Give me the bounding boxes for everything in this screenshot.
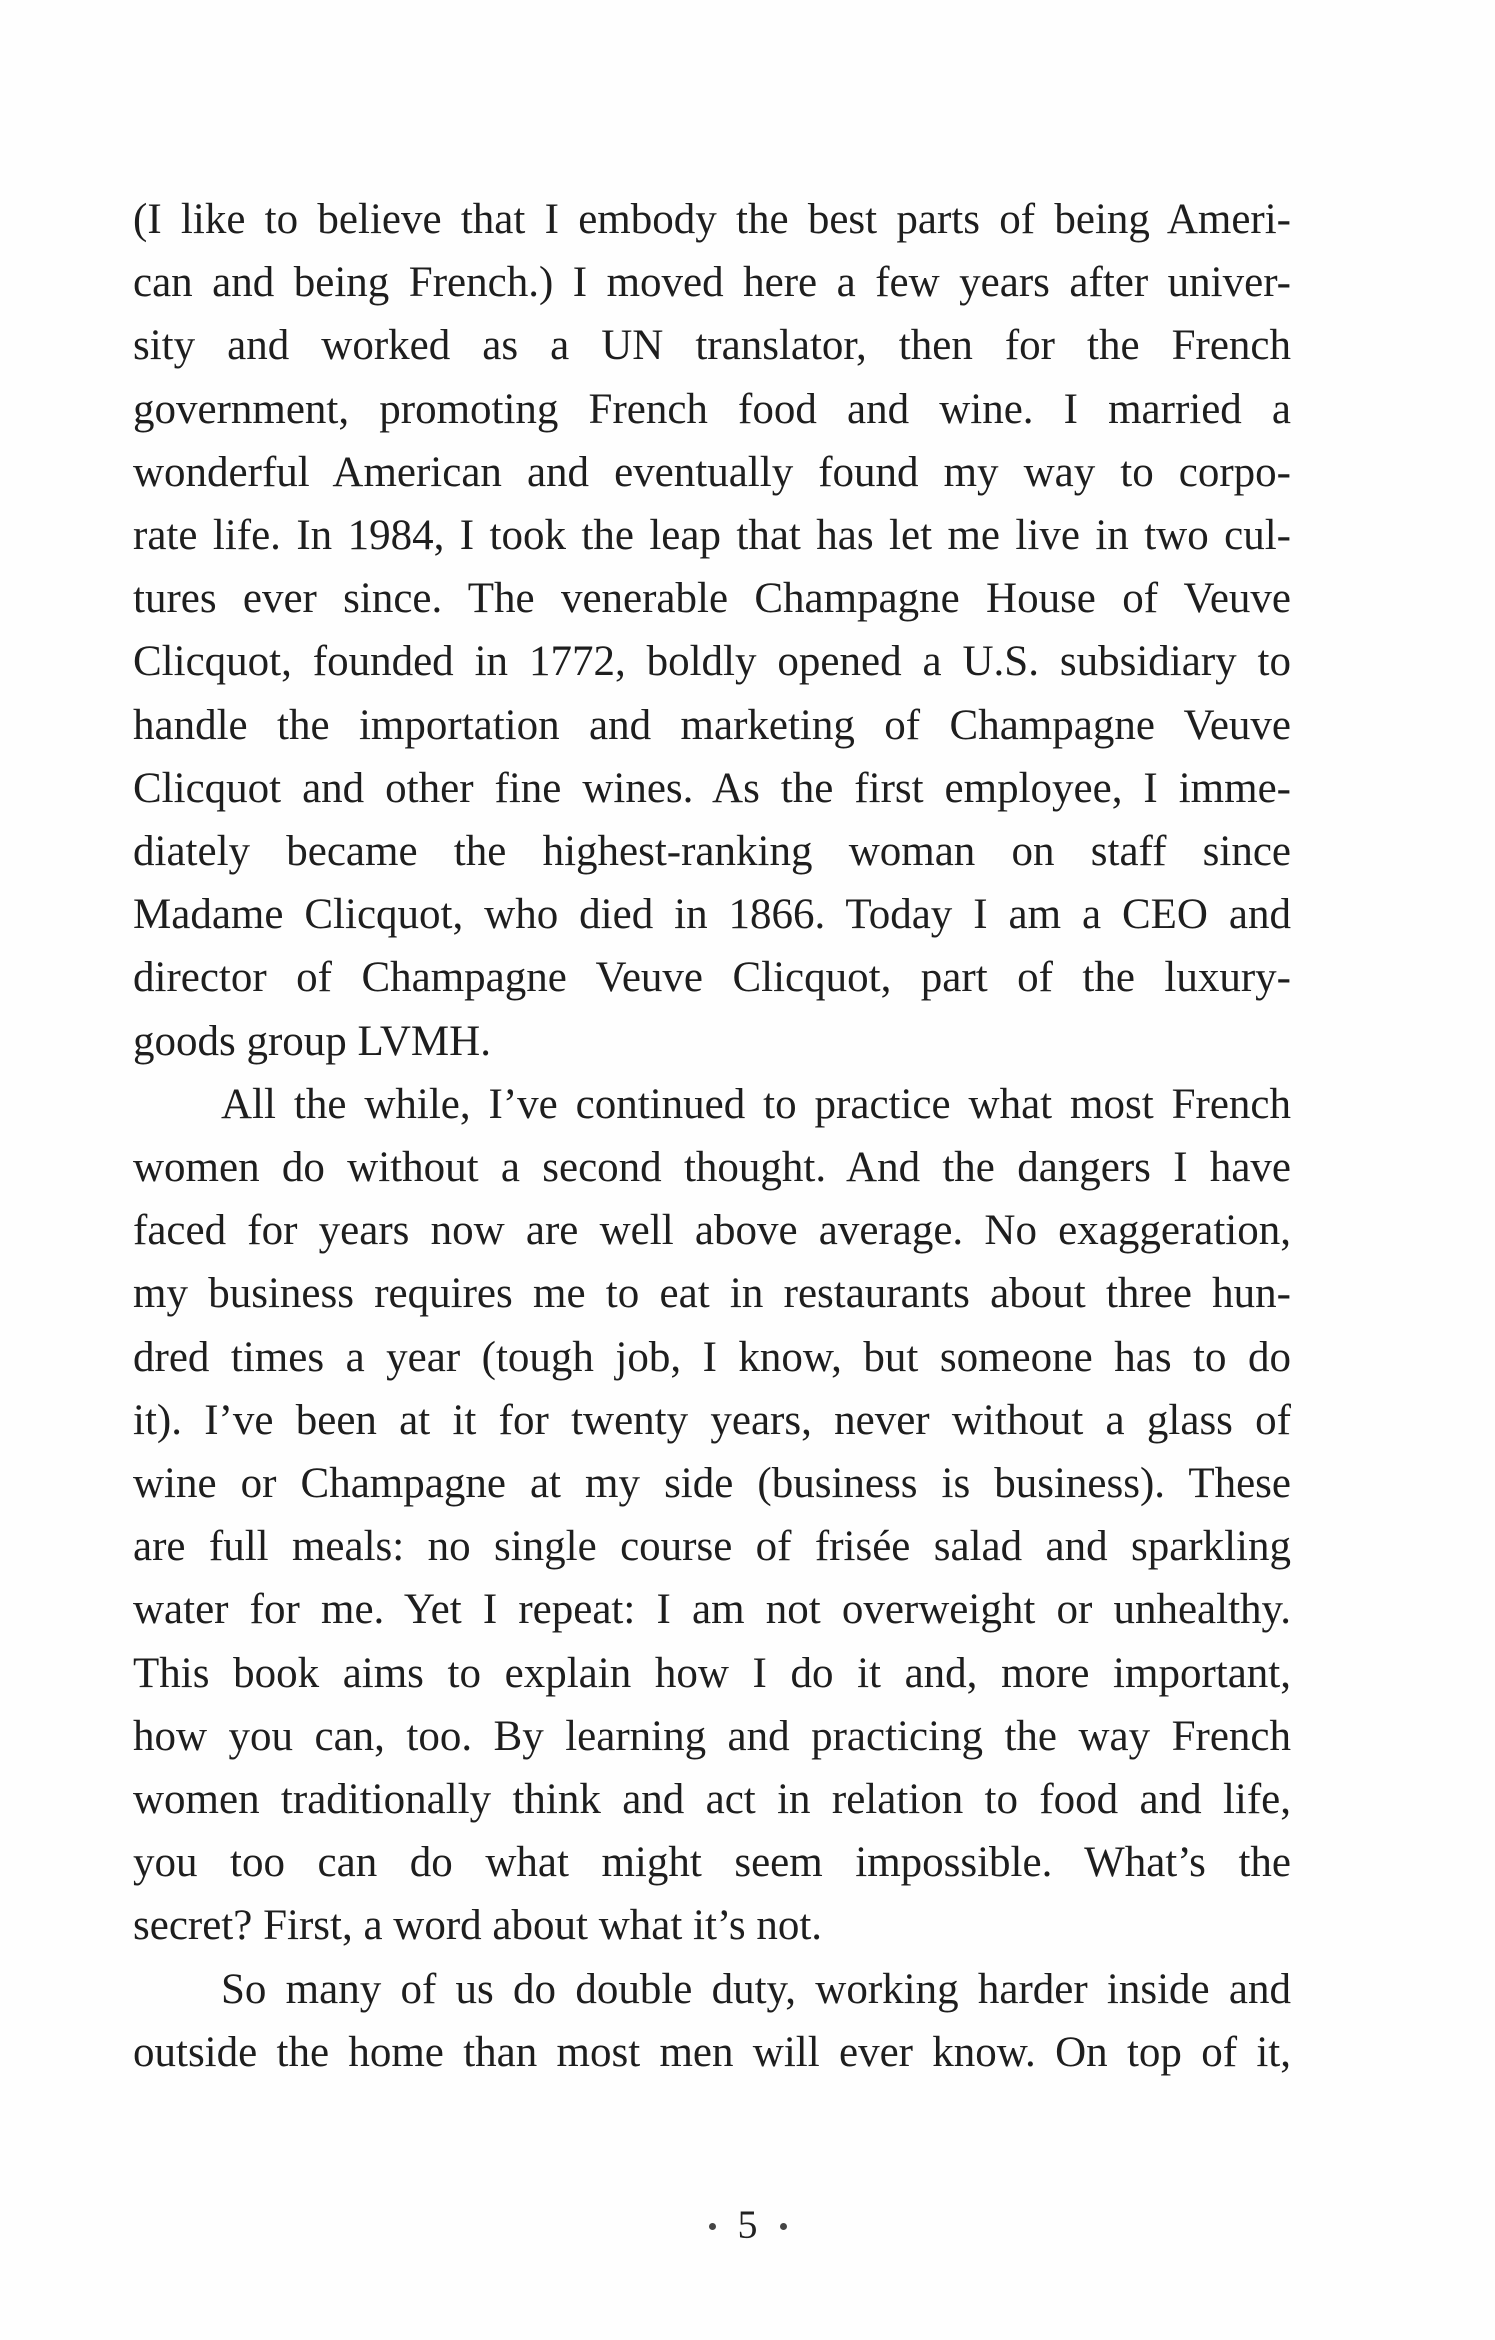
text-line: This book aims to explain how I do it and, more important,: [133, 1649, 1291, 1697]
text-line: handle the importation and marketing of Champagne Veuve: [133, 701, 1291, 749]
paragraph: [133, 1073, 1291, 1958]
text-line: Clicquot, founded in 1772, boldly opened a U.S. subsidiary to: [133, 638, 1291, 686]
text-line: All the while, I’ve continued to practice what most French: [221, 1080, 1291, 1128]
text-line: Madame Clicquot, who died in 1866. Today I am a CEO and: [133, 891, 1291, 939]
text-line: secret? First, a word about what it’s not.: [133, 1902, 823, 1950]
page-number-dot-left: [709, 2223, 716, 2230]
text-line: faced for years now are well above average. No exaggeration,: [133, 1207, 1291, 1255]
text-line: government, promoting French food and wine. I married a: [133, 385, 1291, 433]
text-line: dred times a year (tough job, I know, but someone has to do: [133, 1333, 1291, 1381]
text-line: wonderful American and eventually found my way to corpo-: [133, 448, 1291, 496]
text-line: you too can do what might seem impossible. What’s the: [133, 1839, 1291, 1887]
text-line: my business requires me to eat in restaurants about three hun-: [133, 1270, 1291, 1318]
text-line: women do without a second thought. And the dangers I have: [133, 1144, 1291, 1192]
text-line: Clicquot and other fine wines. As the first employee, I imme-: [133, 764, 1291, 812]
text-line: goods group LVMH.: [133, 1017, 491, 1065]
text-line: (I like to believe that I embody the best parts of being Ameri-: [133, 196, 1291, 243]
page-number: 5: [737, 2202, 758, 2247]
text-line: wine or Champagne at my side (business is business). These: [133, 1460, 1291, 1508]
text-line: can and being French.) I moved here a few years after univer-: [133, 259, 1291, 307]
text-line: it). I’ve been at it for twenty years, never without a glass of: [133, 1396, 1291, 1444]
text-line: water for me. Yet I repeat: I am not overweight or unhealthy.: [133, 1586, 1291, 1634]
paragraph: [133, 188, 1291, 1073]
text-line: are full meals: no single course of frisée salad and sparkling: [133, 1523, 1291, 1571]
text-line: how you can, too. By learning and practicing the way French: [133, 1712, 1291, 1760]
text-line: outside the home than most men will ever know. On top of it,: [133, 2028, 1291, 2076]
text-line: So many of us do double duty, working harder inside and: [221, 1965, 1291, 2013]
paragraph: [133, 1958, 1291, 2084]
text-line: tures ever since. The venerable Champagne House of Veuve: [133, 575, 1291, 623]
text-line: sity and worked as a UN translator, then for the French: [133, 322, 1291, 370]
body-text: [133, 188, 1291, 2084]
text-line: director of Champagne Veuve Clicquot, part of the luxury-: [133, 954, 1291, 1002]
text-line: diately became the highest-ranking woman on staff since: [133, 828, 1291, 876]
page-number-dot-right: [780, 2223, 787, 2230]
text-line: women traditionally think and act in relation to food and life,: [133, 1776, 1291, 1824]
text-line: rate life. In 1984, I took the leap that has let me live in two cul-: [133, 512, 1291, 560]
page-number-footer: [0, 2200, 1495, 2250]
